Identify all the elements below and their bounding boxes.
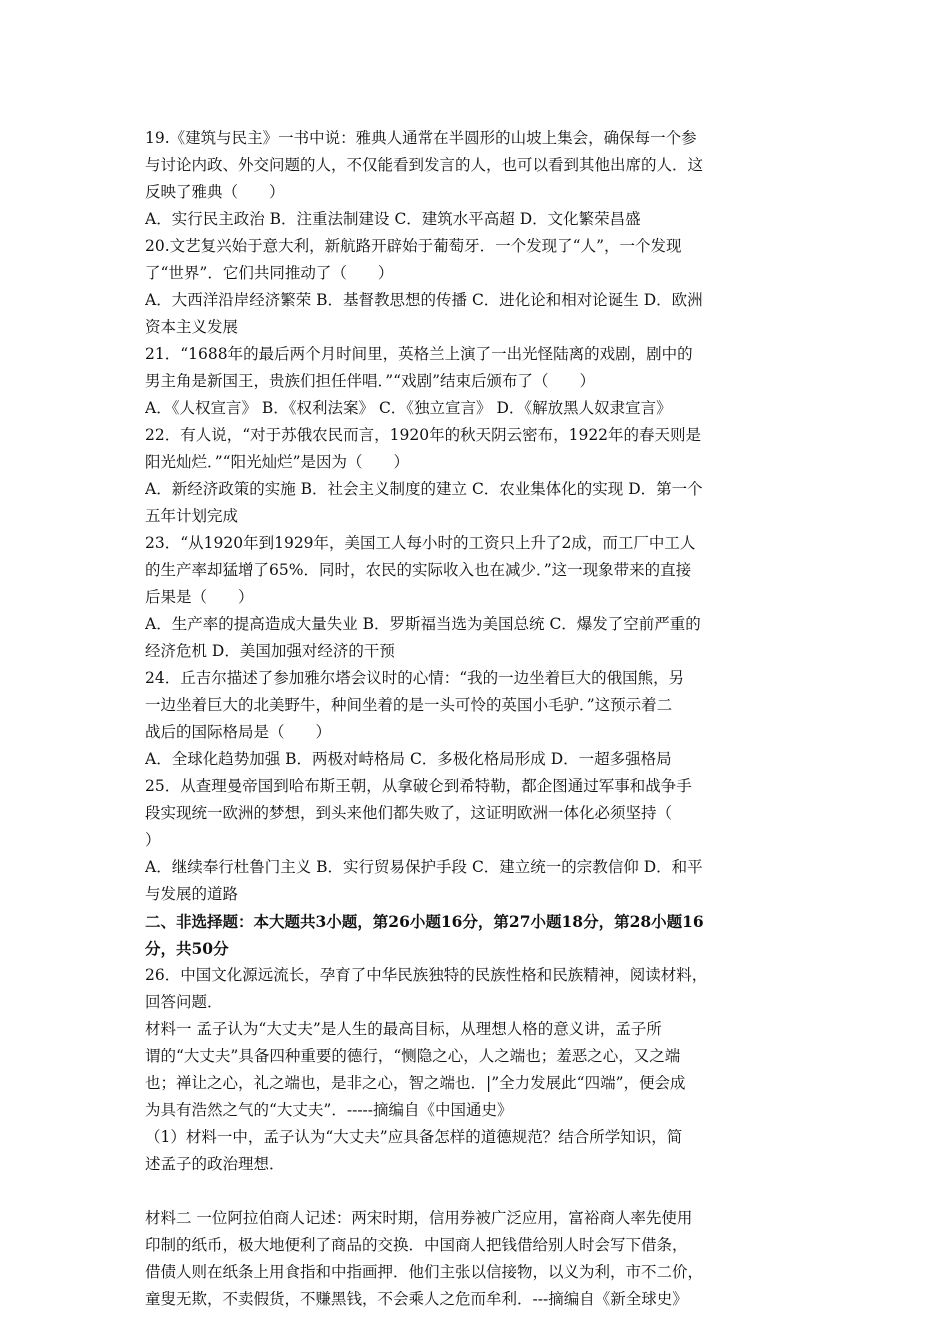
text-line: A．大西洋沿岸经济繁荣 B．基督教思想的传播 C．进化论和相对论诞生 D．欧洲: [145, 291, 703, 309]
text-line: 印制的纸币，极大地便利了商品的交换．中国商人把钱借给别人时会写下借条，: [145, 1236, 688, 1254]
text-line: 为具有浩然之气的“大丈夫”．-----摘编自《中国通史》: [145, 1101, 513, 1119]
text-line: 谓的“大丈夫”具备四种重要的德行，“恻隐之心，人之端也；羞恶之心，又之端: [145, 1047, 681, 1065]
text-line: 19.《建筑与民主》一书中说：雅典人通常在半圆形的山坡上集会，确保每一个参: [145, 129, 697, 147]
text-line: 26．中国文化源远流长，孕育了中华民族独特的民族性格和民族精神，阅读材料，: [145, 966, 708, 984]
section-heading-line: 二、非选择题：本大题共3小题，第26小题16分，第27小题18分，第28小题16: [145, 912, 704, 931]
text-line: 战后的国际格局是（ ）: [145, 723, 332, 741]
text-line: 材料一 孟子认为“大丈夫”是人生的最高目标，从理想人格的意义讲，孟子所: [145, 1020, 662, 1038]
text-line: 童叟无欺，不卖假货，不赚黑钱，不会乘人之危而牟利．---摘编自《新全球史》: [145, 1290, 688, 1308]
text-line: 反映了雅典（ ）: [145, 183, 285, 201]
text-line: 与讨论内政、外交问题的人，不仅能看到发言的人，也可以看到其他出席的人．这: [145, 156, 704, 174]
text-line: （1）材料一中，孟子认为“大丈夫”应具备怎样的道德规范？结合所学知识，简: [145, 1128, 683, 1146]
text-line: A．继续奉行杜鲁门主义 B．实行贸易保护手段 C．建立统一的宗教信仰 D．和平: [145, 858, 703, 876]
text-line: 与发展的道路: [145, 885, 239, 903]
text-line: A．《人权宣言》 B．《权利法案》 C．《独立宣言》 D．《解放黑人奴隶宣言》: [145, 399, 672, 417]
text-line: 21．“1688年的最后两个月时间里，英格兰上演了一出光怪陆离的戏剧，剧中的: [145, 345, 693, 363]
text-line: 一边坐着巨大的北美野牛，种间坐着的是一头可怜的英国小毛驴．”这预示着二: [145, 696, 673, 714]
text-line: A．新经济政策的实施 B．社会主义制度的建立 C．农业集体化的实现 D．第一个: [145, 480, 703, 498]
text-line: 男主角是新国王，贵族们担任伴唱．”“戏剧”结束后颁布了（ ）: [145, 372, 596, 390]
text-line: ）: [145, 831, 161, 849]
text-line: 22．有人说，“对于苏俄农民而言，1920年的秋天阴云密布，1922年的春天则是: [145, 426, 702, 444]
text-line: 25．从查理曼帝国到哈布斯王朝，从拿破仑到希特勒，都企图通过军事和战争手: [145, 777, 692, 795]
text-line: 经济危机 D．美国加强对经济的干预: [145, 642, 395, 660]
text-line: 了“世界”．它们共同推动了（ ）: [145, 264, 394, 282]
text-line: 述孟子的政治理想．: [145, 1155, 285, 1173]
text-line: [145, 1178, 807, 1205]
document-body: [145, 125, 807, 1313]
text-line: 阳光灿烂．”“阳光灿烂”是因为（ ）: [145, 453, 410, 471]
text-line: A．全球化趋势加强 B．两极对峙格局 C．多极化格局形成 D．一超多强格局: [145, 750, 672, 768]
text-line: 20.文艺复兴始于意大利，新航路开辟始于葡萄牙．一个发现了“人”，一个发现: [145, 237, 682, 255]
text-line: 23．“从1920年到1929年，美国工人每小时的工资只上升了2成，而工厂中工人: [145, 534, 696, 552]
text-line: 也；禅让之心，礼之端也，是非之心，智之端也．|”全力发展此“四端”，便会成: [145, 1074, 686, 1092]
text-line: 回答问题．: [145, 993, 223, 1011]
text-line: 后果是（ ）: [145, 588, 254, 606]
text-line: A．生产率的提高造成大量失业 B．罗斯福当选为美国总统 C．爆发了空前严重的: [145, 615, 701, 633]
text-line: 的生产率却猛增了65%．同时，农民的实际收入也在减少．”这一现象带来的直接: [145, 561, 692, 579]
section-heading-line: 分，共50分: [145, 939, 229, 958]
text-line: 材料二 一位阿拉伯商人记述：两宋时期，信用券被广泛应用，富裕商人率先使用: [145, 1209, 693, 1227]
text-line: 五年计划完成: [145, 507, 239, 525]
text-line: 借债人则在纸条上用食指和中指画押．他们主张以信接物，以义为利，市不二价，: [145, 1263, 704, 1281]
text-line: 段实现统一欧洲的梦想，到头来他们都失败了，这证明欧洲一体化必须坚持（: [145, 804, 673, 822]
text-line: 24．丘吉尔描述了参加雅尔塔会议时的心情：“我的一边坐着巨大的俄国熊，另: [145, 669, 685, 687]
text-line: A．实行民主政治 B．注重法制建设 C．建筑水平高超 D．文化繁荣昌盛: [145, 210, 641, 228]
text-line: 资本主义发展: [145, 318, 239, 336]
